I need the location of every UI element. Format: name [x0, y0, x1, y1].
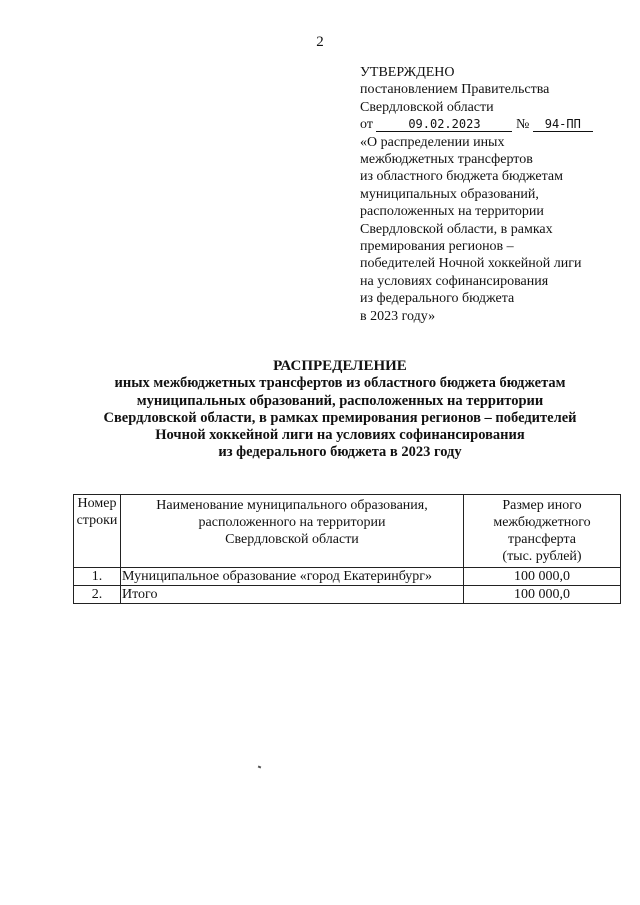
heading-line: Свердловской области, в рамках премирования регионов – победителей	[103, 409, 577, 426]
approval-status: УТВЕРЖДЕНО	[360, 65, 455, 80]
header-text: строки	[76, 513, 118, 528]
approval-title-line: муниципальных образований,	[360, 186, 539, 202]
approval-title-line: премирования регионов –	[360, 239, 514, 255]
stray-mark	[258, 766, 262, 769]
approval-block	[360, 64, 630, 325]
header-text: (тыс. рублей)	[502, 549, 582, 564]
approval-line-1: постановлением Правительства	[360, 82, 550, 98]
header-text: расположенного на территории	[198, 515, 386, 530]
approval-date: 09.02.2023	[376, 117, 512, 132]
page-number: 2	[316, 34, 324, 50]
approval-title-line: из областного бюджета бюджетам	[360, 169, 563, 185]
header-text: межбюджетного	[493, 515, 591, 530]
approval-line-2: Свердловской области	[360, 99, 494, 115]
approval-title-line: на условиях софинансирования	[360, 273, 549, 289]
document-title: РАСПРЕДЕЛЕНИЕ	[273, 358, 407, 374]
table-header-row	[74, 495, 621, 568]
approval-number: 94-ПП	[533, 117, 593, 132]
approval-title-line: победителей Ночной хоккейной лиги	[360, 256, 582, 272]
header-municipality	[121, 495, 464, 568]
approval-title-line: «О распределении иных	[360, 134, 505, 150]
document-heading	[60, 358, 620, 462]
header-text: Размер иного	[502, 498, 582, 513]
from-label: от	[360, 117, 373, 133]
table-row	[74, 586, 621, 604]
header-text: Свердловской области	[225, 532, 359, 547]
header-row-number	[74, 495, 121, 568]
approval-title-line: Свердловской области, в рамках	[360, 221, 553, 237]
heading-line: Ночной хоккейной лиги на условиях софинансирования	[155, 427, 525, 444]
header-text: трансферта	[508, 532, 576, 547]
header-text: Номер	[77, 496, 117, 511]
approval-title-line: в 2023 году»	[360, 308, 436, 324]
row-number: 2.	[74, 586, 121, 604]
transfer-amount: 100 000,0	[464, 586, 621, 604]
header-text: Наименование муниципального образования,	[156, 498, 428, 513]
heading-line: иных межбюджетных трансфертов из областного бюджета бюджетам	[114, 375, 566, 392]
transfer-amount: 100 000,0	[464, 568, 621, 586]
row-number: 1.	[74, 568, 121, 586]
municipality-name: Муниципальное образование «город Екатеринбург»	[121, 568, 464, 586]
municipality-name: Итого	[121, 586, 464, 604]
heading-line: из федерального бюджета в 2023 году	[218, 444, 462, 461]
approval-date-line	[360, 116, 630, 133]
approval-title-line: межбюджетных трансфертов	[360, 152, 533, 168]
approval-title-line: расположенных на территории	[360, 204, 544, 220]
approval-title-line: из федерального бюджета	[360, 291, 515, 307]
table-row	[74, 568, 621, 586]
heading-line: муниципальных образований, расположенных на территории	[136, 392, 544, 409]
header-amount	[464, 495, 621, 568]
distribution-table	[73, 494, 621, 604]
number-label: №	[515, 117, 530, 133]
